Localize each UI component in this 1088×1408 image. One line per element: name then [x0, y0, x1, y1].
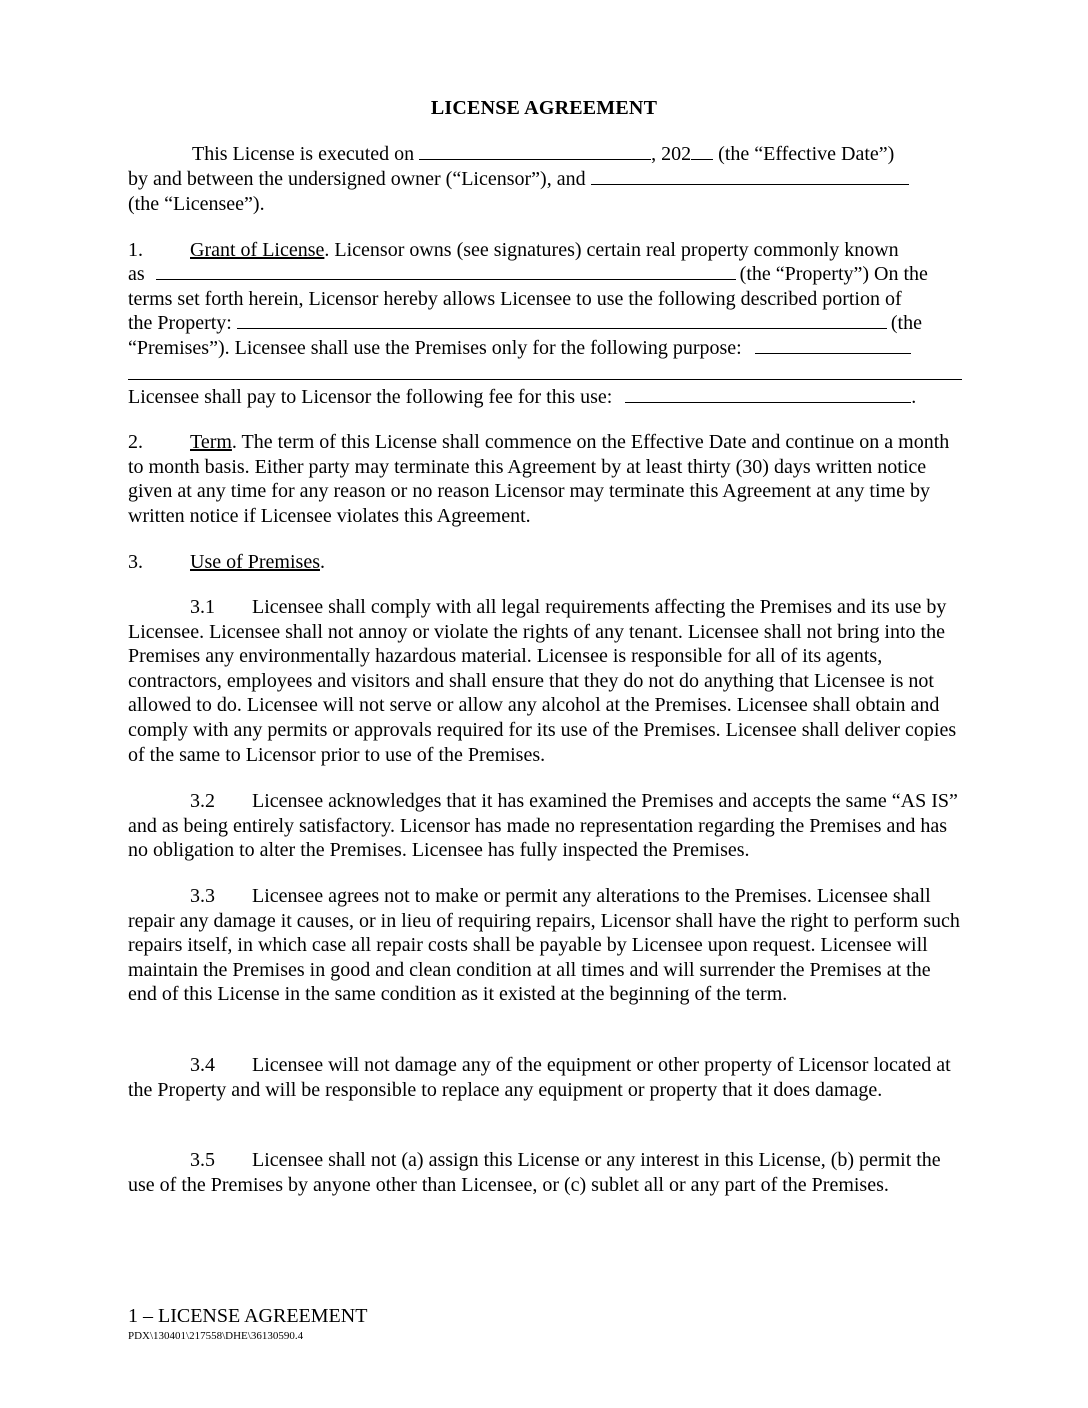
section-1-line-5 — [128, 336, 911, 360]
section-2-heading: Term — [190, 431, 232, 453]
section-2 — [128, 430, 962, 528]
section-3-heading: Use of Premises — [190, 551, 320, 573]
section-3-heading-end: . — [319, 551, 325, 573]
section-1-line-3: terms set forth herein, Licensor hereby allows Licensee to use the following described portion of — [128, 288, 902, 310]
section-1-as: as — [128, 263, 145, 285]
section-3-2-number: 3.2 — [190, 790, 215, 812]
footer-title: 1 – LICENSE AGREEMENT — [128, 1305, 368, 1327]
purpose-blank — [755, 336, 911, 354]
intro-text-b: , 202 — [651, 143, 692, 165]
fee-blank — [625, 385, 911, 403]
section-2-number: 2. — [128, 431, 143, 453]
footer-document-code: PDX\130401\217558\DHE\36130590.4 — [128, 1330, 304, 1342]
section-1-property-label: the Property: — [128, 312, 232, 334]
intro-line-2 — [128, 167, 909, 191]
intro-text-d: by and between the undersigned owner (“Licensor”), and — [128, 168, 586, 190]
section-3-1 — [128, 595, 962, 767]
section-2-body: . The term of this License shall commence on the Effective Date and continue on a month to month basis. Either party may terminate this Agreement by at least thirty (30) days written notice given at any time for any reason or no reason Licensor may terminate this Agreement at any time by written notice if Licensee violates this Agreement. — [128, 431, 950, 527]
effective-date-blank — [419, 142, 651, 160]
section-3-1-body: Licensee shall comply with all legal requirements affecting the Premises and its use by Licensee. Licensee shall not annoy or violate the rights of any tenant. Licensee shall not bring into the Premises any environmentally hazardous material. Licensee is responsible for all of its agents, contractors, employees and visitors and shall ensure that they do not do anything that Licensee is not allowed to do. Licensee will not serve or allow any alcohol at the Premises. Licensee shall obtain and comply with any permits or approvals required for its use of the Premises. Licensee shall deliver copies of the same to Licensor prior to use of the Premises. — [128, 596, 957, 766]
section-1-line-4 — [128, 311, 922, 335]
section-1-line-7 — [128, 385, 916, 409]
section-3-4 — [128, 1053, 962, 1102]
section-3-5 — [128, 1148, 962, 1197]
section-1-property-text: (the “Property”) On the — [739, 263, 928, 285]
section-1-number: 1. — [128, 239, 143, 261]
section-3-4-number: 3.4 — [190, 1054, 215, 1076]
property-address-blank — [156, 262, 736, 280]
purpose-continuation-blank — [128, 379, 962, 380]
section-3-3 — [128, 884, 962, 1007]
section-3-5-number: 3.5 — [190, 1149, 215, 1171]
section-3-2 — [128, 789, 962, 863]
premises-description-blank — [237, 311, 887, 329]
licensee-name-blank — [591, 167, 909, 185]
section-3-1-number: 3.1 — [190, 596, 215, 618]
document-title: LICENSE AGREEMENT — [430, 97, 658, 119]
section-3-2-body: Licensee acknowledges that it has examined the Premises and accepts the same “AS IS” and as being entirely satisfactory. Licensor has made no representation regarding the Premises and has no obligation to alter the Premises. Licensee has fully inspected the Premises. — [128, 790, 958, 862]
section-1-heading: Grant of License — [190, 239, 325, 261]
intro-text-a: This License is executed on — [192, 143, 415, 165]
section-3-heading-line — [128, 550, 325, 574]
section-3-5-body: Licensee shall not (a) assign this License or any interest in this License, (b) permit the use of the Premises by anyone other than Licensee, or (c) sublet all or any part of the Premises. — [128, 1149, 941, 1196]
section-1-line-2 — [128, 262, 928, 286]
section-1-fee-text: Licensee shall pay to Licensor the following fee for this use: — [128, 386, 613, 408]
section-3-number: 3. — [128, 551, 143, 573]
intro-line-1 — [192, 142, 894, 166]
year-blank — [691, 142, 713, 160]
section-1-fee-end: . — [911, 386, 917, 408]
section-1-the: (the — [890, 312, 922, 334]
section-3-4-body: Licensee will not damage any of the equipment or other property of Licensor located at the Property and will be responsible to replace any equipment or property that it does damage. — [128, 1054, 951, 1101]
section-3-3-body: Licensee agrees not to make or permit any alterations to the Premises. Licensee shall repair any damage it causes, or in lieu of requiring repairs, Licensor shall have the right to perform such repairs itself, in which case all repair costs shall be payable by Licensee upon request. Licensee will maintain the Premises in good and clean condition at all times and will surrender the Premises at the end of this License in the same condition as it existed at the beginning of the term. — [128, 885, 960, 1006]
section-1-line-1-text: . Licensor owns (see signatures) certain real property commonly known — [324, 239, 899, 261]
section-1-line-1 — [128, 238, 899, 262]
intro-line-3: (the “Licensee”). — [128, 193, 265, 215]
section-3-3-number: 3.3 — [190, 885, 215, 907]
section-1-purpose-text: “Premises”). Licensee shall use the Premises only for the following purpose: — [128, 337, 742, 359]
intro-text-c: (the “Effective Date”) — [713, 143, 895, 165]
